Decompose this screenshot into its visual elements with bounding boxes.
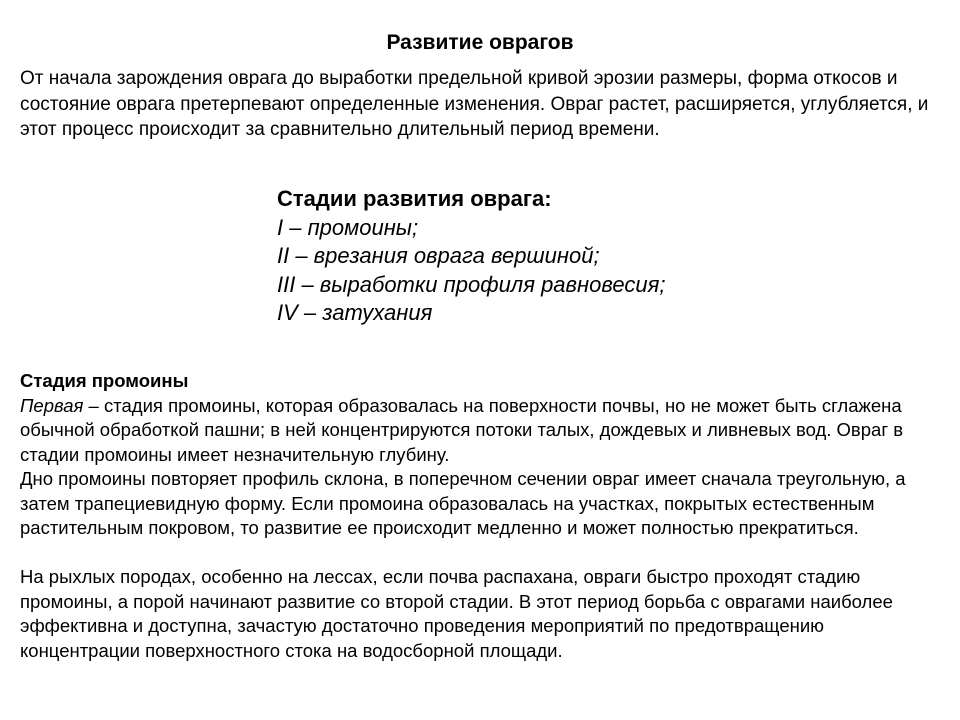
stages-list — [277, 214, 897, 328]
stages-block — [277, 185, 897, 328]
stage-item-1: I – промоины; — [277, 214, 419, 240]
stages-heading: Стадии развития оврага: — [277, 186, 552, 211]
stage-item-3: III – выработки профиля равновесия; — [277, 271, 666, 297]
paragraph-spacer — [20, 541, 945, 566]
stage-item-2: II – врезания оврага вершиной; — [277, 243, 600, 268]
paragraph-1-text: – стадия промоины, которая образовалась на поверхности почвы, но не может быть сглажена обычной обработкой пашни; в ней концентрируются потоки талых, дождевых и ливневых вод. Овраг в стадии промоины имеет незначительную глубину. — [20, 394, 904, 465]
section-paragraph-1 — [20, 394, 945, 468]
gully-stage-section — [20, 369, 945, 663]
paragraph-lead-word: Первая — [20, 394, 84, 416]
stage-item-4: IV – затухания — [277, 300, 433, 325]
section-paragraph-3: На рыхлых породах, особенно на лессах, если почва распахана, овраги быстро проходят стадию промоины, а порой начинают развитие со второй стадии. В этот период борьба с оврагами наиболее эффективна и доступна, зачастую достаточно проведения мероприятий по предотвращению концентрации поверхностного стока на водосборной площади. — [20, 566, 893, 661]
section-heading: Стадия промоины — [20, 370, 189, 391]
section-paragraph-2: Дно промоины повторяет профиль склона, в поперечном сечении овраг имеет сначала треугольную, а затем трапециевидную форму. Если промоина образовалась на участках, покрытых естественным растительным покровом, то развитие ее происходит медленно и может полностью прекратиться. — [20, 468, 906, 538]
intro-paragraph: От начала зарождения оврага до выработки предельной кривой эрозии размеры, форма откосов и состояние оврага претерпевают определенные изменения. Овраг растет, расширяется, углубляется, и этот процесс происходит за сравнительно длительный период времени. — [20, 68, 929, 140]
page-title: Развитие оврагов — [386, 31, 574, 54]
